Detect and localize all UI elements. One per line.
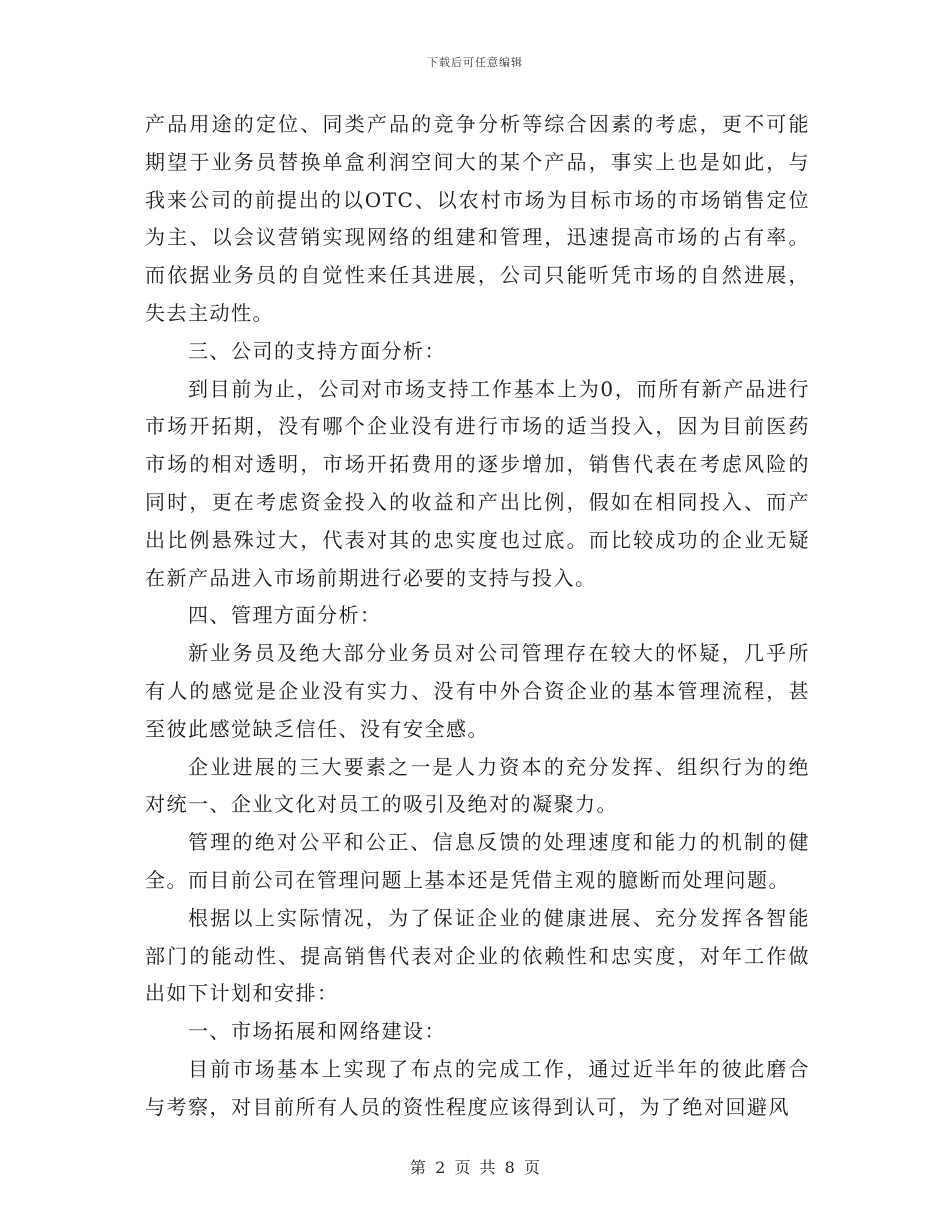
page-footer [0,1155,950,1178]
paragraph-company-support: 到目前为止，公司对市场支持工作基本上为0，而所有新产品进行市场开拓期，没有哪个企业没有进行市场的适当投入，因为目前医药市场的相对透明，市场开拓费用的逐步增加，销售代表在考虑风险的同时，更在考虑资金投入的收益和产出比例，假如在相同投入、而产出比例悬殊过大，代表对其的忠实度也过底。而比较成功的企业无疑在新产品进入市场前期进行必要的支持与投入。 [145,376,810,590]
footer-prefix: 第 [410,1158,427,1177]
paragraph-management-doubt: 新业务员及绝大部分业务员对公司管理存在较大的怀疑，几乎所有人的感觉是企业没有实力、没有中外合资企业的基本管理流程，甚至彼此感觉缺乏信任、没有安全感。 [145,641,810,741]
page-header: 下载后可任意编辑 [427,56,523,69]
footer-suffix: 页 [523,1158,540,1177]
paragraph-three-elements: 企业进展的三大要素之一是人力资本的充分发挥、组织行为的绝对统一、企业文化对员工的吸引及绝对的凝聚力。 [145,754,810,817]
document-body [145,106,810,1127]
footer-total-word: 共 [479,1158,496,1177]
footer-current-page: 2 [435,1158,446,1177]
section-heading-market-expansion: 一、市场拓展和网络建设： [188,1019,446,1044]
footer-total-pages: 8 [504,1158,515,1177]
paragraph-market-expansion: 目前市场基本上实现了布点的完成工作，通过近半年的彼此磨合与考察，对目前所有人员的资性程度应该得到认可，为了绝对回避风 [145,1056,810,1119]
paragraph-continuation: 产品用途的定位、同类产品的竞争分析等综合因素的考虑，更不可能期望于业务员替换单盒利润空间大的某个产品，事实上也是如此，与我来公司的前提出的以OTC、以农村市场为目标市场的市场销售定位为主、以会议营销实现网络的组建和管理，迅速提高市场的占有率。而依据业务员的自觉性来任其进展，公司只能听凭市场的自然进展，失去主动性。 [145,112,810,325]
section-heading-company-support: 三、公司的支持方面分析： [188,338,446,363]
footer-page-word: 页 [454,1158,471,1177]
paragraph-plan-intro: 根据以上实际情况，为了保证企业的健康进展、充分发挥各智能部门的能动性、提高销售代表对企业的依赖性和忠实度，对年工作做出如下计划和安排： [145,905,810,1006]
paragraph-fairness: 管理的绝对公平和公正、信息反馈的处理速度和能力的机制的健全。而目前公司在管理问题上基本还是凭借主观的臆断而处理问题。 [145,830,810,892]
section-heading-management: 四、管理方面分析： [188,603,382,628]
